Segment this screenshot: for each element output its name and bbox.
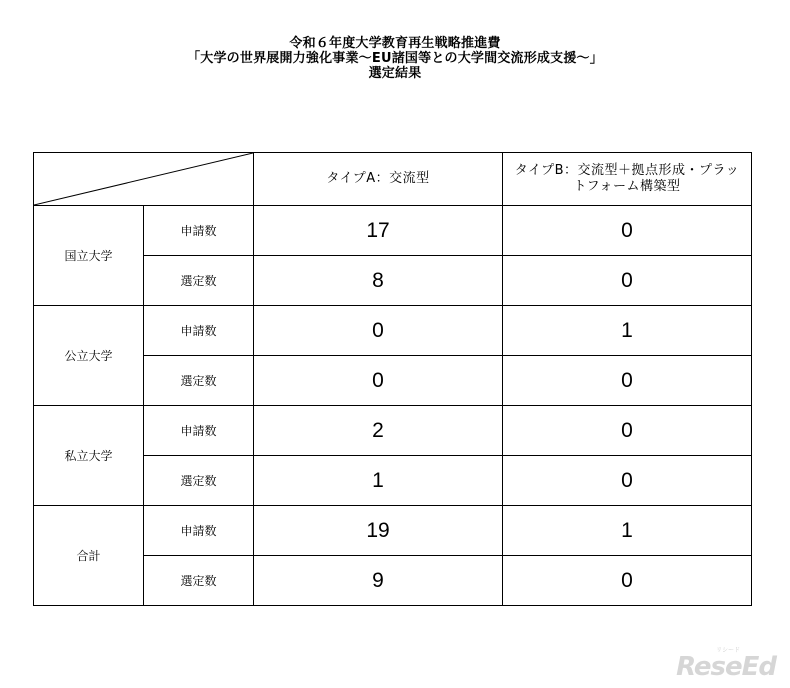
row-label-applications: 申請数 xyxy=(144,306,254,356)
value-cell: 0 xyxy=(503,456,752,506)
row-label-selected: 選定数 xyxy=(144,556,254,606)
group-label-public: 公立大学 xyxy=(34,306,144,406)
value-cell: 19 xyxy=(254,506,503,556)
group-label-national: 国立大学 xyxy=(34,206,144,306)
group-label-private: 私立大学 xyxy=(34,406,144,506)
table-row xyxy=(34,206,752,256)
value-cell: 1 xyxy=(254,456,503,506)
row-label-applications: 申請数 xyxy=(144,206,254,256)
diagonal-line xyxy=(34,153,253,205)
value-cell: 0 xyxy=(503,356,752,406)
table-row-total xyxy=(34,506,752,556)
value-cell: 8 xyxy=(254,256,503,306)
value-cell: 0 xyxy=(503,206,752,256)
value-cell: 1 xyxy=(503,306,752,356)
column-header-type-a: タイプA：交流型 xyxy=(254,153,503,206)
watermark-kana: リシード xyxy=(715,647,740,654)
group-label-total: 合計 xyxy=(34,506,144,606)
value-cell: 2 xyxy=(254,406,503,456)
value-cell: 0 xyxy=(503,406,752,456)
column-header-type-b: タイプB：交流型＋拠点形成・プラットフォーム構築型 xyxy=(503,153,752,206)
row-label-selected: 選定数 xyxy=(144,256,254,306)
value-cell: 0 xyxy=(503,256,752,306)
table-row xyxy=(34,306,752,356)
row-label-selected: 選定数 xyxy=(144,456,254,506)
row-label-applications: 申請数 xyxy=(144,406,254,456)
selection-results-table xyxy=(33,152,752,606)
title-line-3: 選定結果 xyxy=(368,66,422,81)
value-cell: 0 xyxy=(503,556,752,606)
value-cell: 0 xyxy=(254,306,503,356)
watermark-text: ReseEd xyxy=(676,652,776,682)
row-label-selected: 選定数 xyxy=(144,356,254,406)
value-cell: 1 xyxy=(503,506,752,556)
value-cell: 17 xyxy=(254,206,503,256)
table-row xyxy=(34,406,752,456)
document-title xyxy=(0,36,790,81)
title-line-1: 令和６年度大学教育再生戦略推進費 xyxy=(289,36,501,51)
reseed-logo-watermark xyxy=(676,647,776,682)
corner-header-cell xyxy=(34,153,254,206)
row-label-applications: 申請数 xyxy=(144,506,254,556)
value-cell: 0 xyxy=(254,356,503,406)
value-cell: 9 xyxy=(254,556,503,606)
table-header-row xyxy=(34,153,752,206)
title-line-2: 「大学の世界展開力強化事業～EU諸国等との大学間交流形成支援～」 xyxy=(187,51,603,66)
